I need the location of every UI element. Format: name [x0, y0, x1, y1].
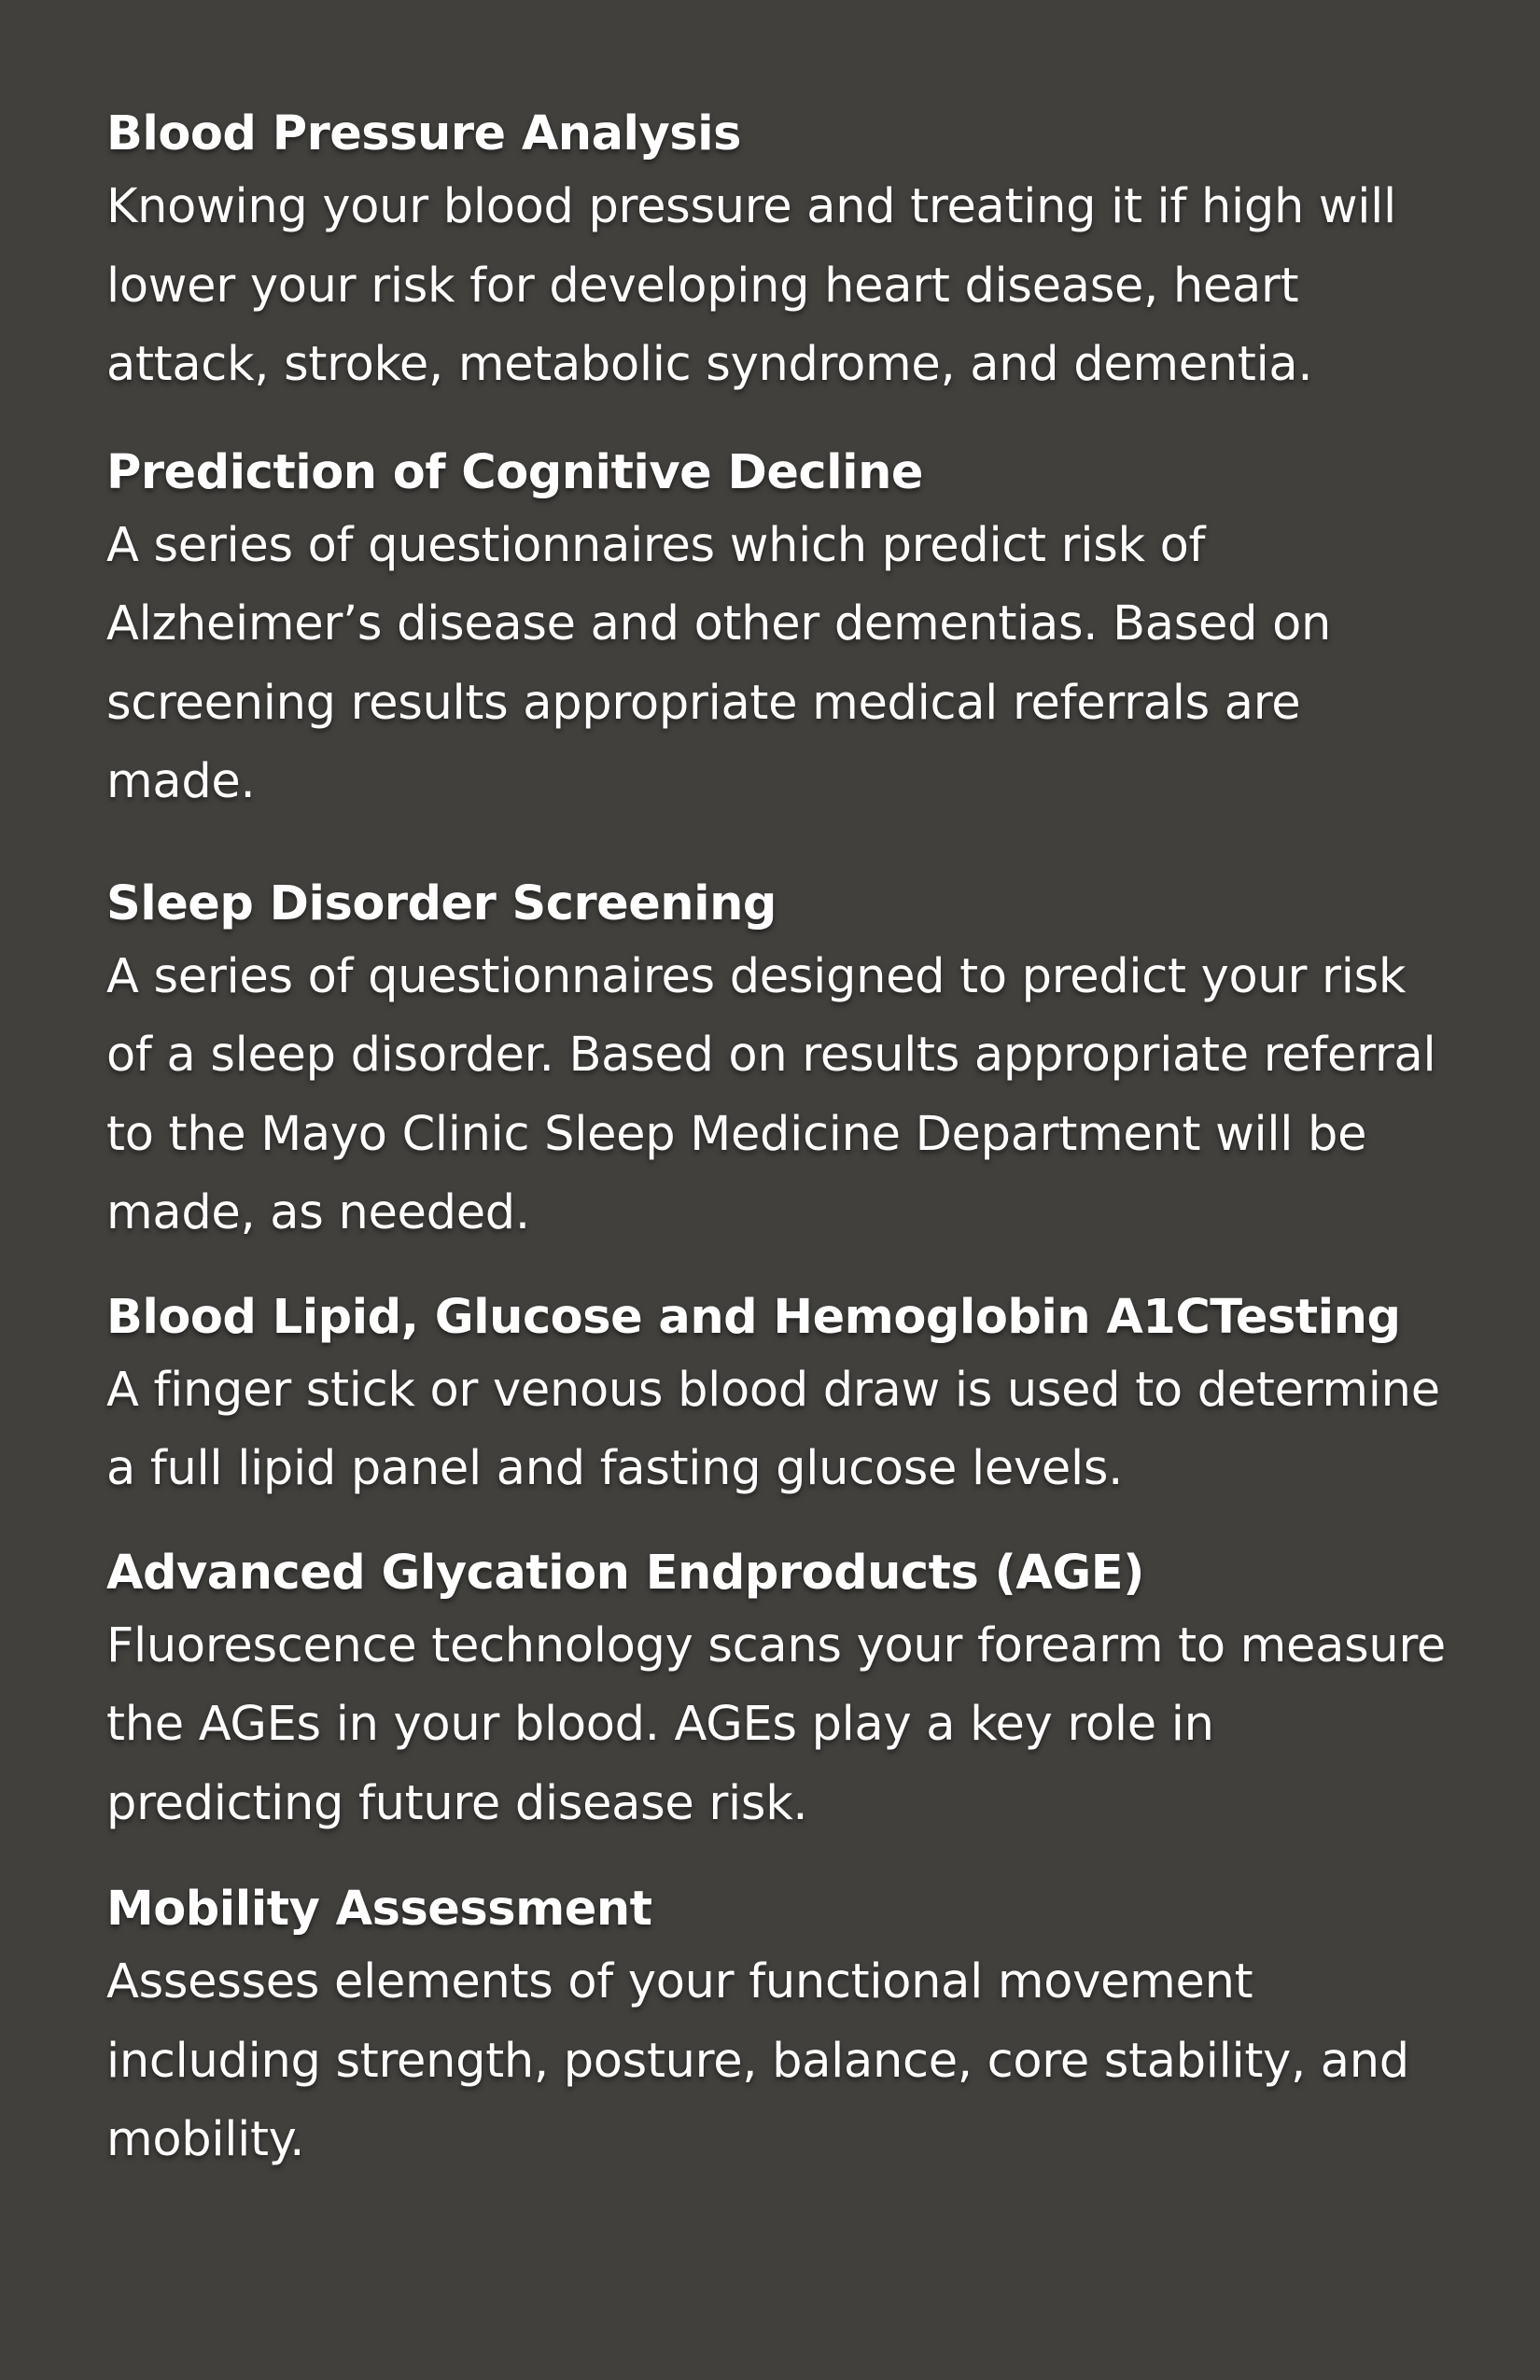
- section-blood-pressure: [106, 101, 1450, 405]
- section-sleep-disorder: [106, 871, 1450, 1253]
- section-description: A series of questionnaires designed to predict your risk of a sleep disorder. Based on results appropriate referral to the Mayo Clinic Sleep Medicine Department will be made, as needed.: [106, 948, 1436, 1240]
- section-title: Blood Lipid, Glucose and Hemoglobin A1CTesting: [106, 1289, 1401, 1345]
- section-blood-lipid: [106, 1284, 1450, 1509]
- section-description: Assesses elements of your functional movement including strength, posture, balance, core stability, and mobility.: [106, 1954, 1409, 2167]
- section-mobility: [106, 1876, 1450, 2180]
- section-title: Blood Pressure Analysis: [106, 106, 741, 161]
- section-title: Advanced Glycation Endproducts (AGE): [106, 1545, 1144, 1601]
- section-description: Knowing your blood pressure and treating it if high will lower your risk for developing heart disease, heart attack, stroke, metabolic syndrome, and dementia.: [106, 179, 1396, 392]
- services-list: [106, 101, 1450, 2180]
- section-title: Prediction of Cognitive Decline: [106, 444, 924, 500]
- section-description: Fluorescence technology scans your forearm to measure the AGEs in your blood. AGEs play a key role in predicting future disease risk.: [106, 1617, 1446, 1831]
- section-title: Sleep Disorder Screening: [106, 875, 777, 931]
- section-title: Mobility Assessment: [106, 1882, 652, 1937]
- section-age: [106, 1540, 1450, 1844]
- section-cognitive-decline: [106, 440, 1450, 822]
- section-description: A series of questionnaires which predict risk of Alzheimer’s disease and other dementias. Based on screening results appropriate medical referrals are made.: [106, 517, 1331, 809]
- section-description: A finger stick or venous blood draw is used to determine a full lipid panel and fasting glucose levels.: [106, 1362, 1440, 1496]
